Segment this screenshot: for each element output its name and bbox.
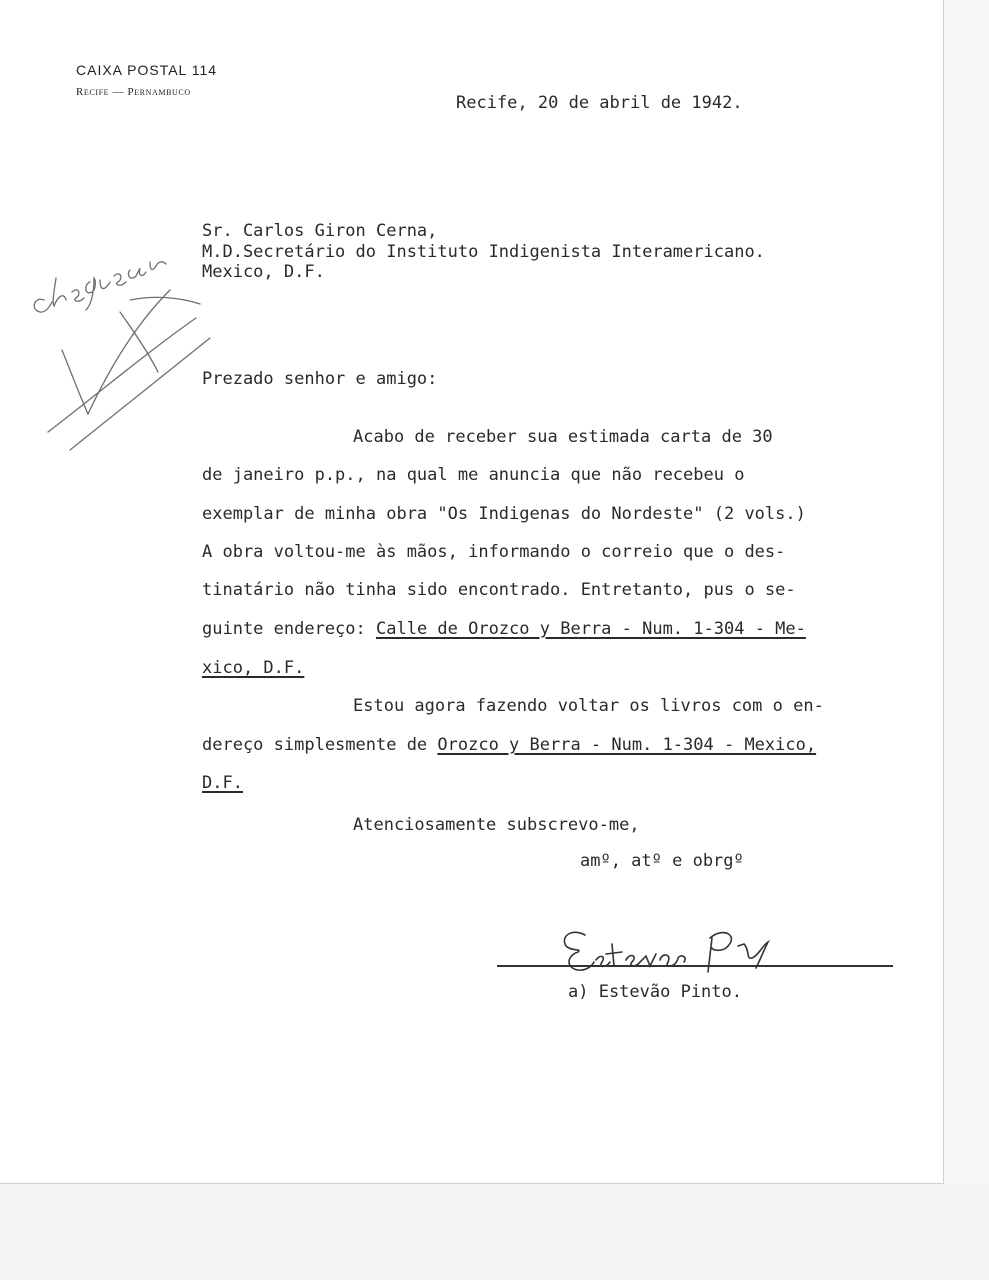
dateline: Recife, 20 de abril de 1942. <box>456 93 743 113</box>
body-line: tinatário não tinha sido encontrado. Entretanto, pus o se- <box>202 580 796 600</box>
closing-line-1: Atenciosamente subscrevo-me, <box>353 815 640 835</box>
recipient-line-2: M.D.Secretário do Instituto Indigenista Interamericano. <box>202 242 765 262</box>
body-line: de janeiro p.p., na qual me anuncia que não recebeu o <box>202 465 745 485</box>
body-text: dereço simplesmente de <box>202 735 438 755</box>
scan-background <box>0 1184 989 1280</box>
address-underlined: Orozco y Berra - Num. 1-304 - Mexico, <box>437 735 817 755</box>
address-underlined: xico, D.F. <box>202 658 305 678</box>
body-line: Acabo de receber sua estimada carta de 30 <box>353 427 773 447</box>
recipient-line-1: Sr. Carlos Giron Cerna, <box>202 221 438 241</box>
body-line: A obra voltou-me às mãos, informando o correio que o des- <box>202 542 786 562</box>
salutation: Prezado senhor e amigo: <box>202 369 438 389</box>
letterhead-city: Recife — Pernambuco <box>76 86 191 98</box>
recipient-line-3: Mexico, D.F. <box>202 262 325 282</box>
closing-line-2: amº, atº e obrgº <box>580 851 744 871</box>
address-underlined: Calle de Orozco y Berra - Num. 1-304 - Me- <box>376 619 806 639</box>
body-line: Estou agora fazendo voltar os livros com o en- <box>353 696 824 716</box>
typed-signature-name: a) Estevão Pinto. <box>568 982 742 1002</box>
body-text: guinte endereço: <box>202 619 376 639</box>
address-underlined: D.F. <box>202 773 243 793</box>
body-line: exemplar de minha obra "Os Indigenas do Nordeste" (2 vols.) <box>202 504 806 524</box>
letterhead-postal-box: CAIXA POSTAL 114 <box>76 62 218 78</box>
